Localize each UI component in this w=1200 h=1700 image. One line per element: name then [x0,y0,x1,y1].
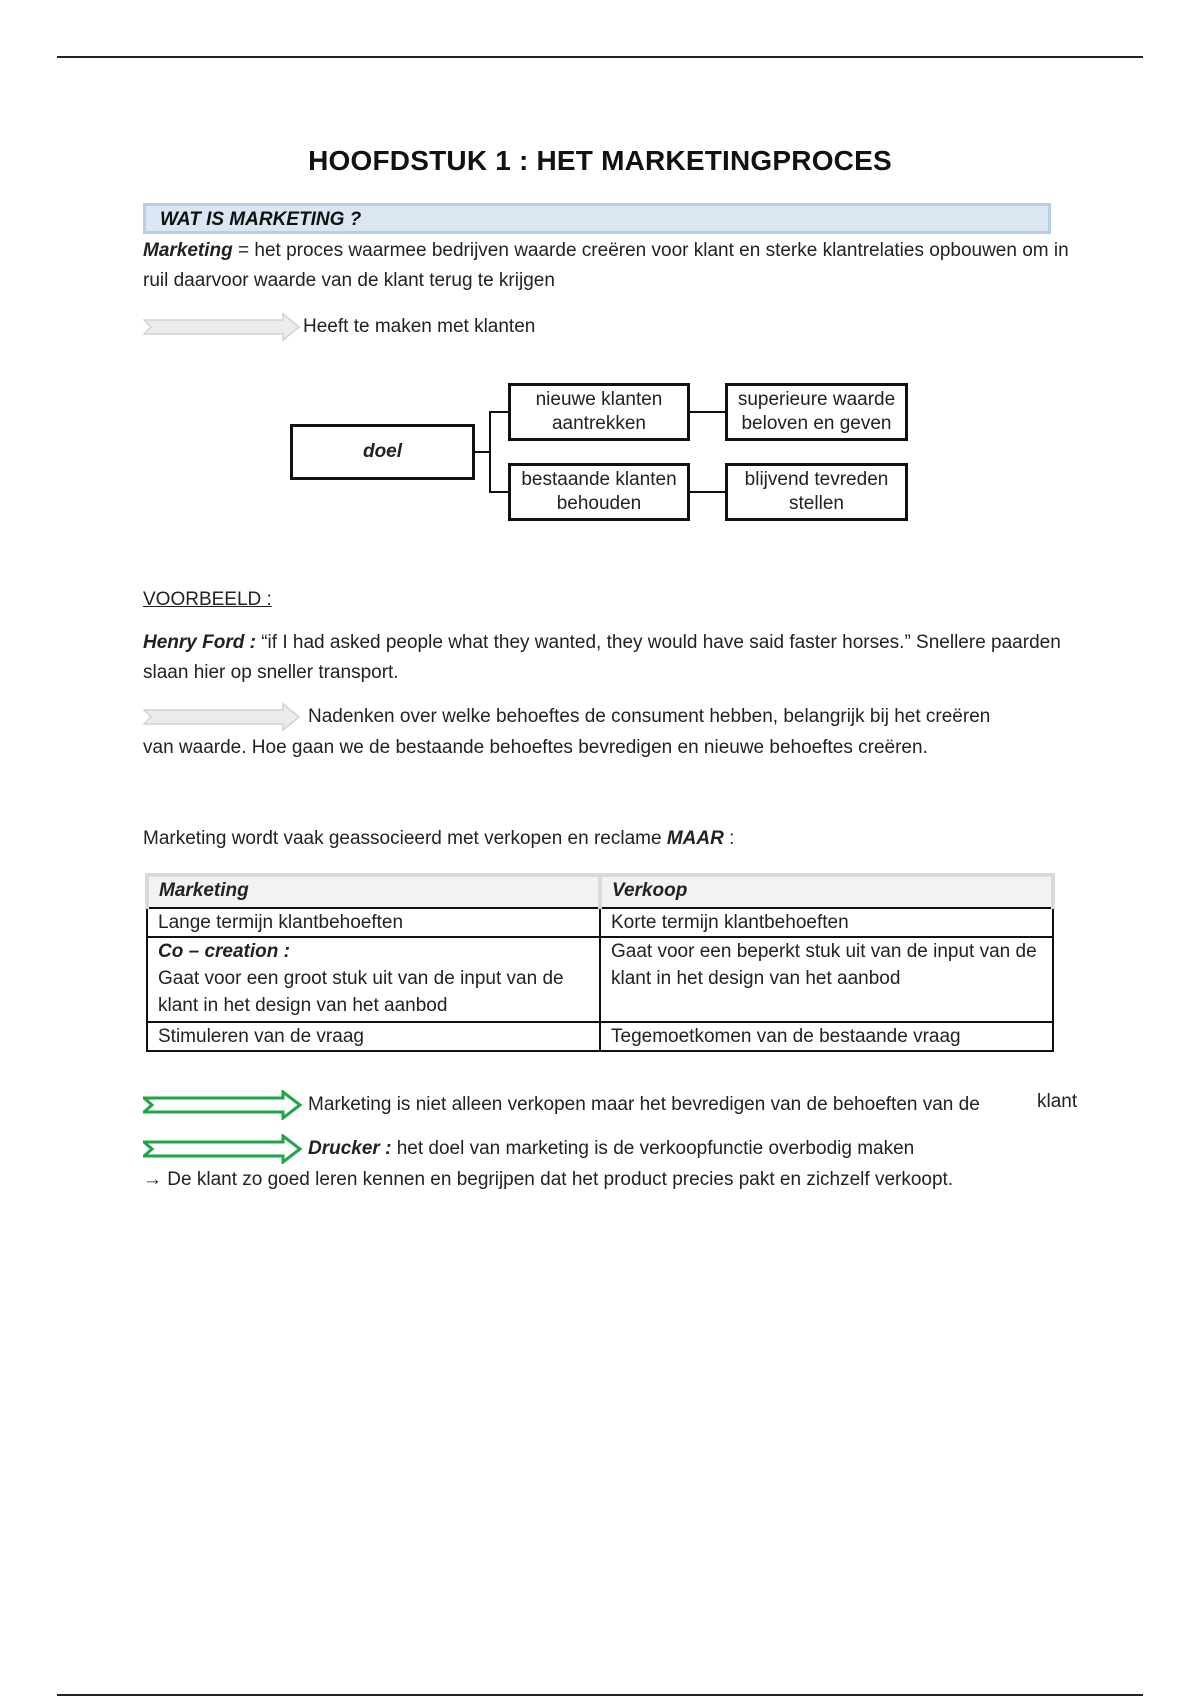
co-creation-text: Gaat voor een groot stuk uit van de input van de klant in het design van het aanbod [158,968,564,1016]
table-row [147,937,1053,1022]
new-customers-label: nieuwe klanten aantrekken [535,389,663,434]
quote-speaker: Henry Ford : [143,632,256,653]
goal-box [290,424,475,480]
table-row [147,908,1053,937]
table-header-marketing: Marketing [147,875,600,908]
table-row [147,1022,1053,1051]
grey-arrow-icon [143,702,301,732]
arrow-note-2-continuation-text: van waarde. Hoe gaan we de bestaande behoeftes bevredigen en nieuwe behoeftes creëren. [143,737,928,758]
definition-text: = het proces waarmee bedrijven waarde creëren voor klant en sterke klantrelaties opbouwen om in ruil daarvoor waarde van de klant terug te krijgen [143,240,1069,291]
compare-intro-text: Marketing wordt vaak geassocieerd met verkopen en reclame [143,828,667,849]
table-cell: Stimuleren van de vraag [147,1022,600,1051]
table-cell: Lange termijn klantbehoeften [147,908,600,937]
comparison-table [145,873,1055,1052]
satisfaction-box [725,463,908,521]
conclusion-3 [143,1165,1093,1195]
table-header-verkoop: Verkoop [600,875,1053,908]
top-rule [57,56,1143,58]
section-heading-label: WAT IS MARKETING ? [160,209,362,230]
page-title: HOOFDSTUK 1 : HET MARKETINGPROCES [308,145,892,176]
table-cell: Gaat voor een beperkt stuk uit van de input van de klant in het design van het aanbod [600,937,1053,1022]
table-cell: Korte termijn klantbehoeften [600,908,1053,937]
green-arrow-icon [143,1134,303,1164]
conclusion-2-text [308,1134,914,1164]
conclusion-1-end: klant [1037,1091,1078,1112]
conclusion-2-body: het doel van marketing is de verkoopfunctie overbodig maken [391,1138,915,1159]
compare-intro-emph: MAAR [666,828,724,849]
connector-lower [489,491,509,493]
grey-arrow-icon [143,312,301,342]
arrow-note-1 [143,312,743,342]
right-arrow-icon: → [143,1169,162,1190]
connector-root [475,451,490,453]
table-cell [147,937,600,1022]
superior-value-box [725,383,908,441]
conclusion-2-speaker: Drucker : [308,1138,392,1159]
compare-intro-end: : [723,828,735,849]
bottom-rule [57,1694,1143,1696]
existing-customers-label: bestaande klanten behouden [521,469,677,514]
connector-lower-result [689,491,725,493]
quote-text: “if I had asked people what they wanted, they would have said faster horses.” Snellere paarden slaan hier op sneller transport. [143,632,1061,683]
conclusion-3-text: De klant zo goed leren kennen en begrijpen dat het product precies pakt en zichzelf verkoopt. [167,1169,954,1190]
new-customers-box [508,383,690,441]
arrow-note-1-text: Heeft te maken met klanten [303,316,536,337]
table-cell: Tegemoetkomen van de bestaande vraag [600,1022,1053,1051]
definition-term: Marketing [143,240,233,261]
example-heading [143,585,1093,615]
connector-upper-result [689,411,725,413]
definition-paragraph [143,236,1093,296]
quote-paragraph [143,628,1093,688]
satisfaction-label: blijvend tevreden stellen [744,469,889,514]
conclusion-1-text: Marketing is niet alleen verkopen maar het bevredigen van de behoeften van de [308,1094,980,1115]
existing-customers-box [508,463,690,521]
arrow-note-2-text: Nadenken over welke behoeftes de consument hebben, belangrijk bij het creëren [308,706,991,727]
section-heading [143,203,1051,234]
table-header-row [147,875,1053,908]
green-arrow-icon [143,1090,303,1120]
connector-trunk [489,411,491,493]
conclusion-1 [143,1090,1093,1120]
arrow-note-2 [143,702,1093,732]
connector-upper [489,411,509,413]
goal-box-label: doel [362,441,403,462]
example-heading-label: VOORBEELD : [143,589,272,610]
conclusion-2 [143,1134,1093,1164]
co-creation-label: Co – creation : [158,941,290,962]
arrow-note-2-continuation [143,733,1093,763]
superior-value-label: superieure waarde beloven en geven [737,389,896,434]
compare-intro [143,824,1093,854]
